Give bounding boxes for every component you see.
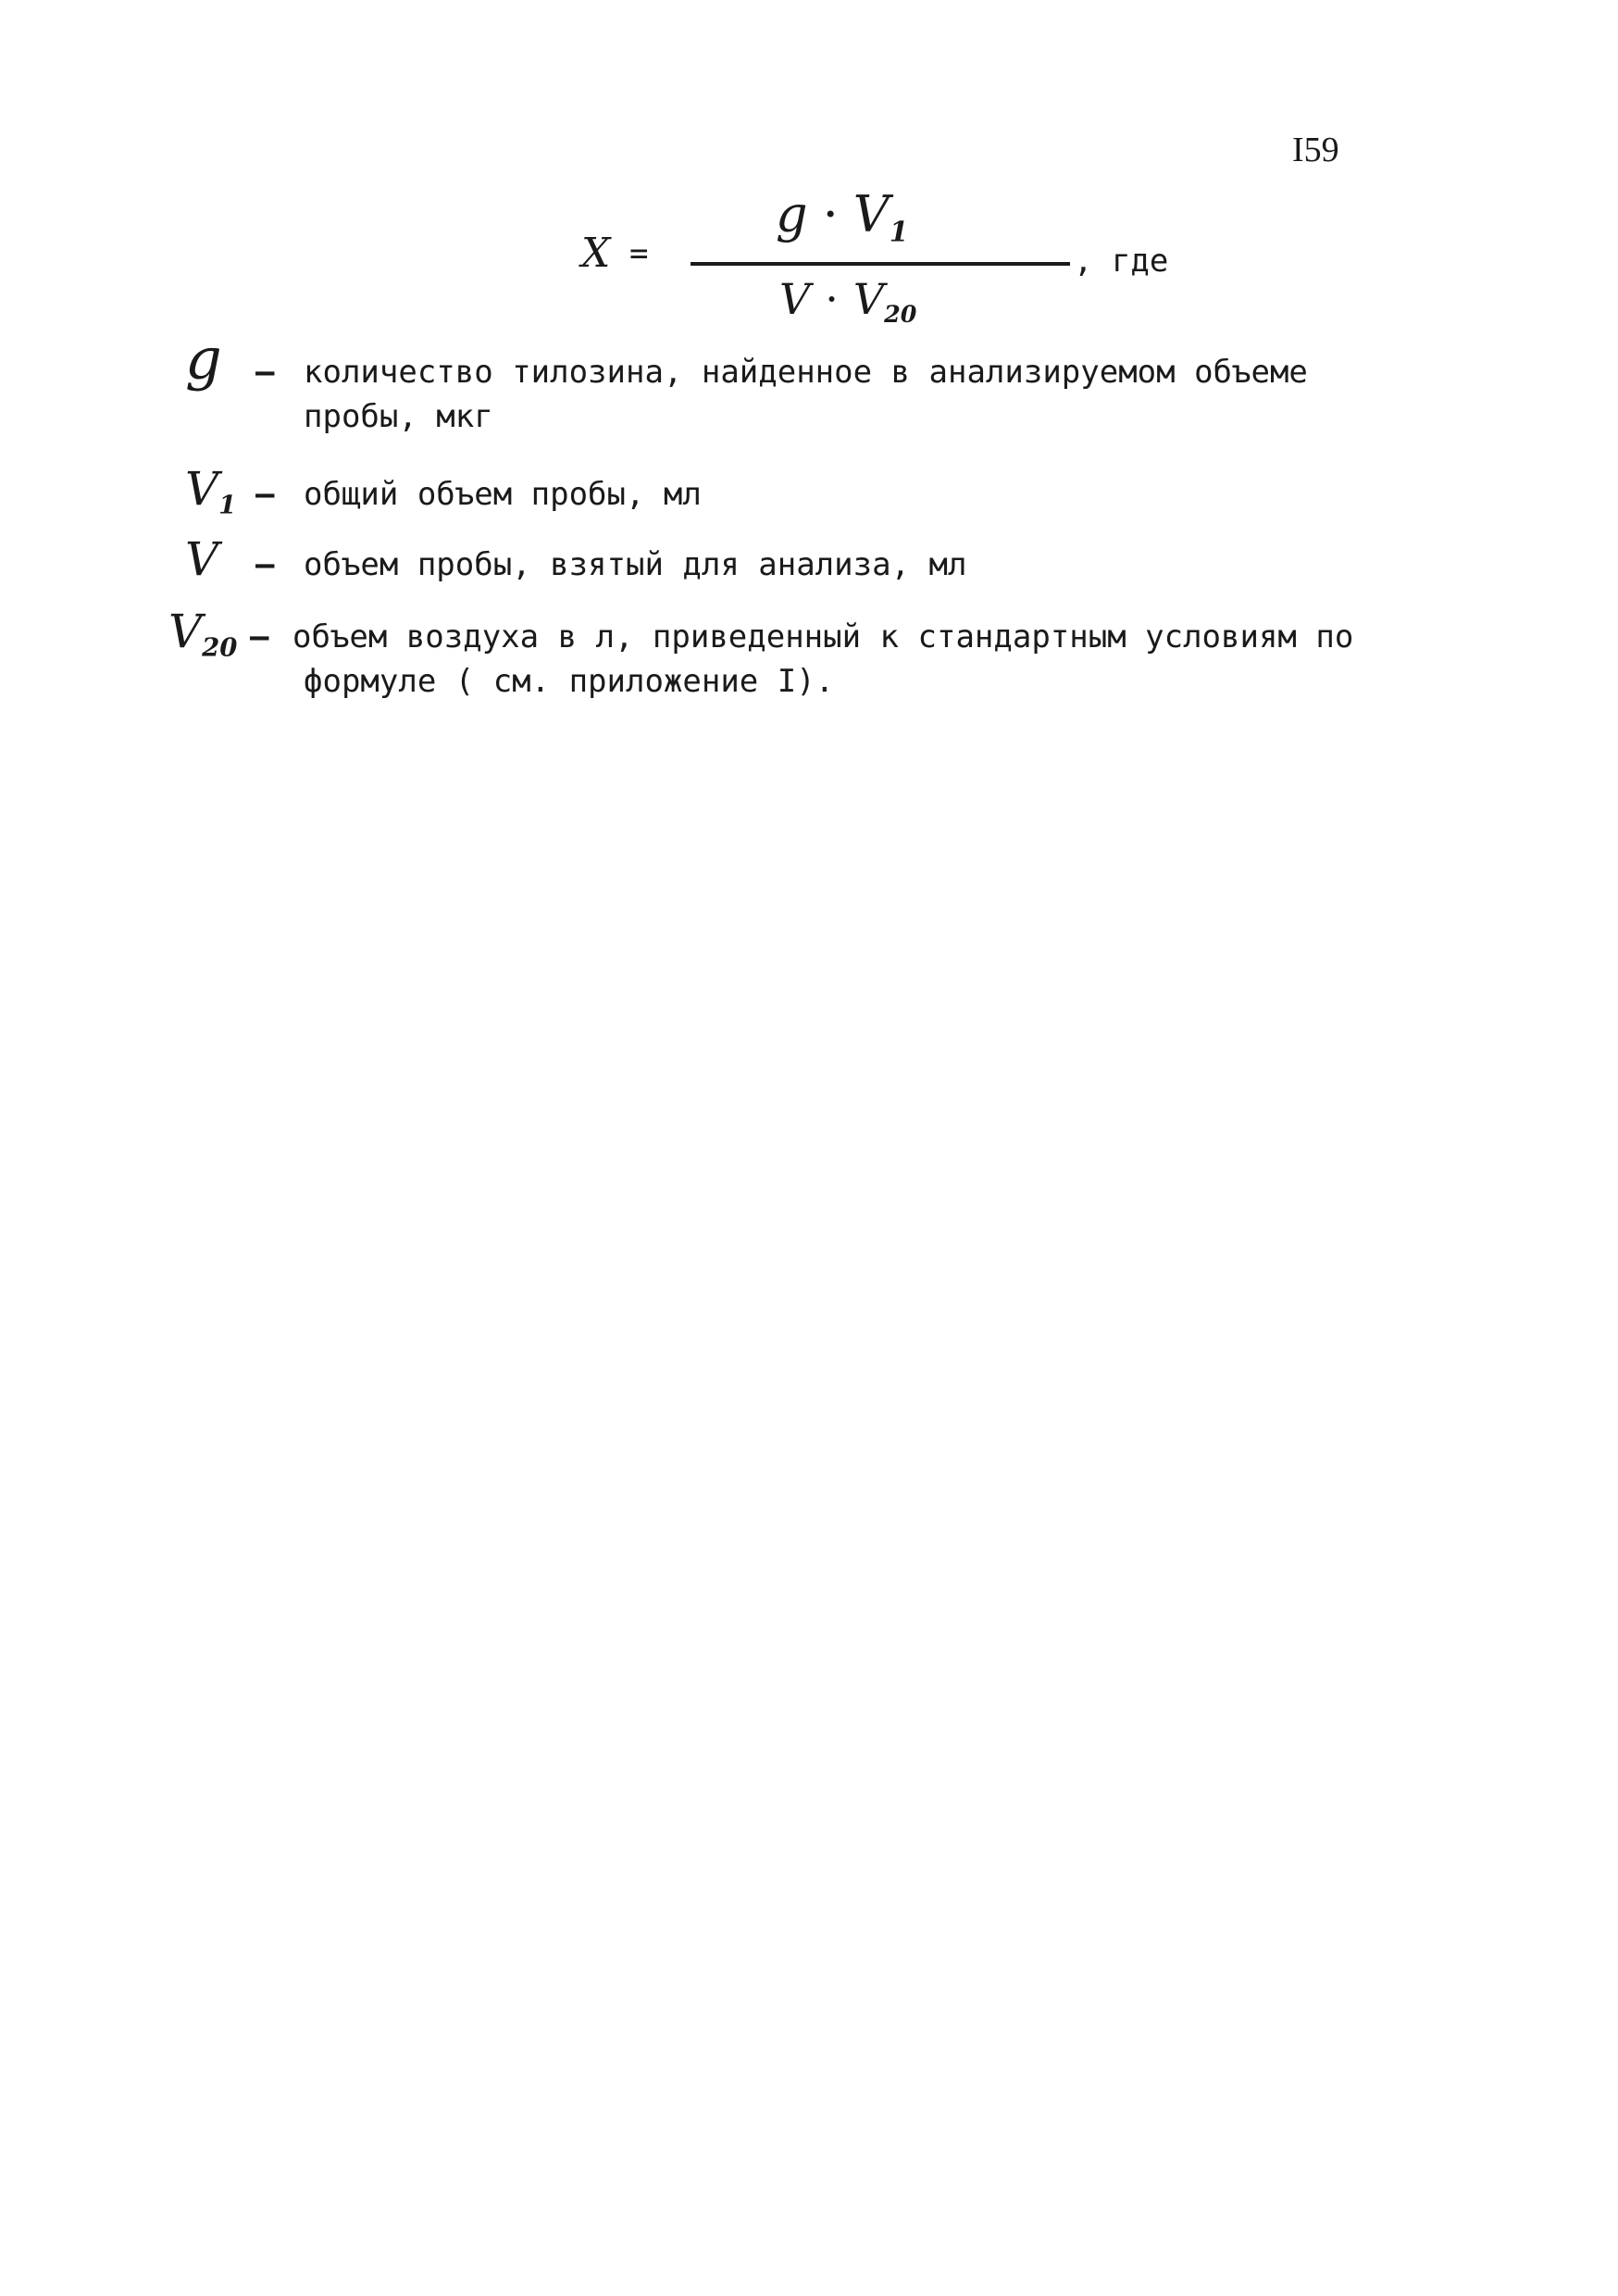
definition-text: объем пробы, взятый для анализа, мл <box>304 546 967 583</box>
fraction-bar <box>691 262 1070 266</box>
formula-where: , где <box>1074 243 1169 280</box>
denominator-subscript: 20 <box>884 299 917 328</box>
definition-text-continued: пробы, мкг <box>304 398 493 435</box>
denominator-dot: · <box>825 274 839 324</box>
denominator-symbol-v20: V <box>853 274 885 324</box>
formula-numerator <box>776 185 908 248</box>
numerator-dot: · <box>822 185 839 243</box>
definition-text: объем воздуха в л, приведенный к стандартным условиям по <box>292 618 1354 655</box>
numerator-symbol-g: g <box>776 185 808 243</box>
page-number: I59 <box>1292 131 1339 169</box>
denominator-symbol-v: V <box>779 274 811 324</box>
formula-denominator <box>779 274 916 328</box>
definition-symbol: $V_{20}$ <box>168 605 238 663</box>
definition-dash: – <box>250 618 269 655</box>
numerator-subscript: 1 <box>889 216 909 249</box>
definition-symbol: $V_1$ <box>185 462 237 520</box>
definition-dash: – <box>255 546 275 583</box>
definition-text: количество тилозина, найденное в анализируемом объеме <box>304 354 1308 391</box>
definition-text: общий объем пробы, мл <box>304 476 702 513</box>
formula-equals: = <box>629 235 649 272</box>
formula-lhs: X <box>581 230 611 277</box>
definition-text-continued: формуле ( см. приложение I). <box>304 663 835 700</box>
definition-dash: – <box>255 354 275 391</box>
definition-symbol: V <box>185 532 219 586</box>
formula <box>0 0 1618 333</box>
definition-symbol: g <box>185 325 222 393</box>
definition-dash: – <box>255 476 275 513</box>
numerator-symbol-v1: V <box>853 185 890 243</box>
